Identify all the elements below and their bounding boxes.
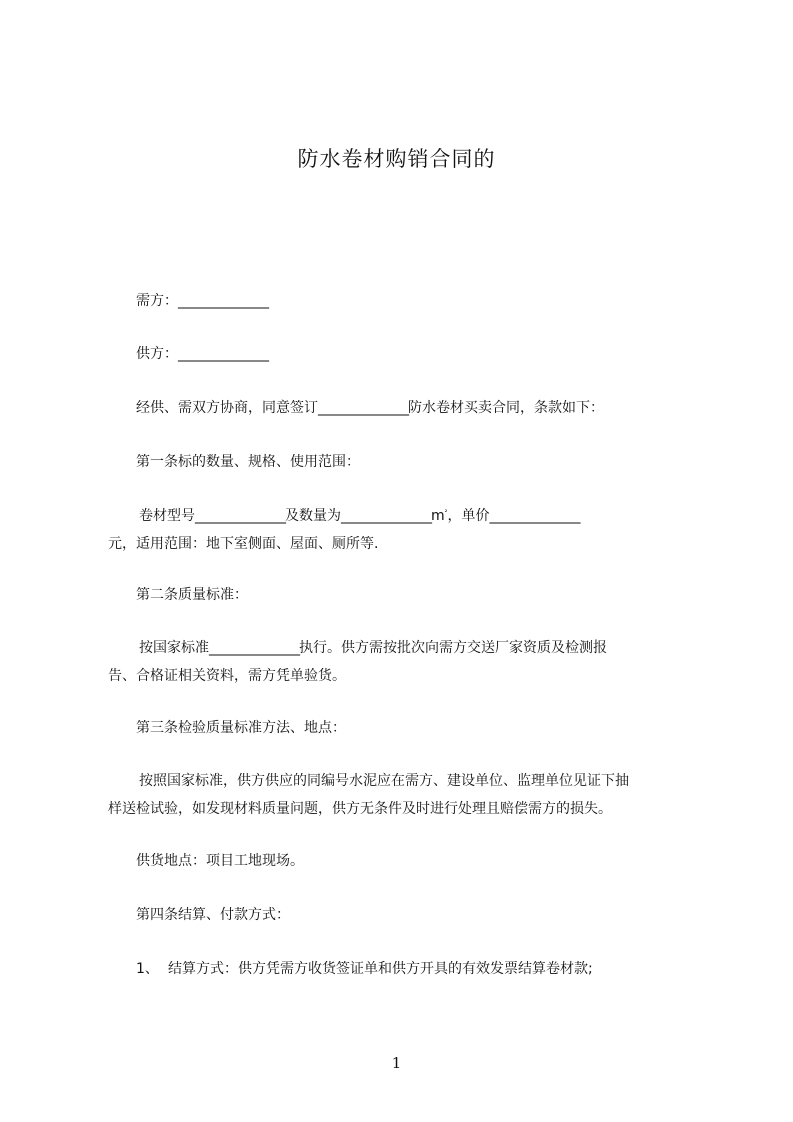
article2-text-b: 执行。供方需按批次向需方交送厂家资质及检测报 — [299, 640, 607, 656]
seller-label: 供方： — [136, 346, 178, 362]
seller-line — [136, 341, 268, 368]
article1-text-b: 及数量为 — [285, 508, 341, 524]
article1-unit-sup: ² — [444, 508, 448, 517]
article4-item1 — [136, 956, 593, 983]
article1-unit: m — [431, 508, 445, 524]
article2-heading: 第二条质量标准： — [136, 587, 248, 603]
article2-paragraph — [108, 634, 701, 690]
buyer-line — [136, 288, 268, 315]
article4-item1-number: 1、 — [136, 961, 159, 977]
buyer-label: 需方： — [136, 293, 178, 309]
article2-line2: 告、合格证相关资料，需方凭单验货。 — [108, 668, 346, 684]
article3-paragraph — [108, 767, 701, 823]
seller-blank: _______________ — [178, 346, 268, 362]
article1-line2: 元，适用范围：地下室侧面、屋面、厕所等. — [108, 536, 379, 552]
article4-heading: 第四条结算、付款方式： — [136, 907, 290, 923]
article1-blank2: _______________ — [341, 508, 431, 524]
article3-line2: 样送检试验，如发现材料质量问题，供方无条件及时进行处理且赔偿需方的损失。 — [108, 801, 612, 817]
article1-heading: 第一条标的数量、规格、使用范围： — [136, 454, 360, 470]
intro-paragraph — [136, 395, 604, 422]
article2-text-a: 按国家标准 — [139, 640, 209, 656]
page-number: 1 — [391, 1054, 402, 1072]
buyer-blank: _______________ — [178, 293, 268, 309]
article3-heading: 第三条检验质量标准方法、地点： — [136, 720, 346, 736]
article1-blank1: _______________ — [195, 508, 285, 524]
article4-item1-text: 结算方式：供方凭需方收货签证单和供方开具的有效发票结算卷材款; — [168, 961, 593, 977]
article1-line1 — [139, 502, 701, 530]
article1-text-c: ，单价 — [447, 508, 490, 524]
delivery-location: 供货地点：项目工地现场。 — [136, 853, 304, 869]
article1-blank3: _______________ — [489, 508, 580, 524]
article3-line1: 按照国家标准，供方供应的同编号水泥应在需方、建设单位、监理单位见证下抽 — [139, 773, 629, 789]
article1-paragraph — [108, 502, 701, 558]
article2-blank: _______________ — [209, 640, 299, 656]
intro-blank: _______________ — [318, 400, 408, 416]
document-title: 防水卷材购销合同的 — [297, 147, 496, 171]
article2-line1 — [139, 634, 701, 662]
intro-text-a: 经供、需双方协商，同意签订 — [136, 400, 318, 416]
intro-text-b: 防水卷材买卖合同，条款如下： — [408, 400, 604, 416]
article1-text-a: 卷材型号 — [139, 508, 195, 524]
